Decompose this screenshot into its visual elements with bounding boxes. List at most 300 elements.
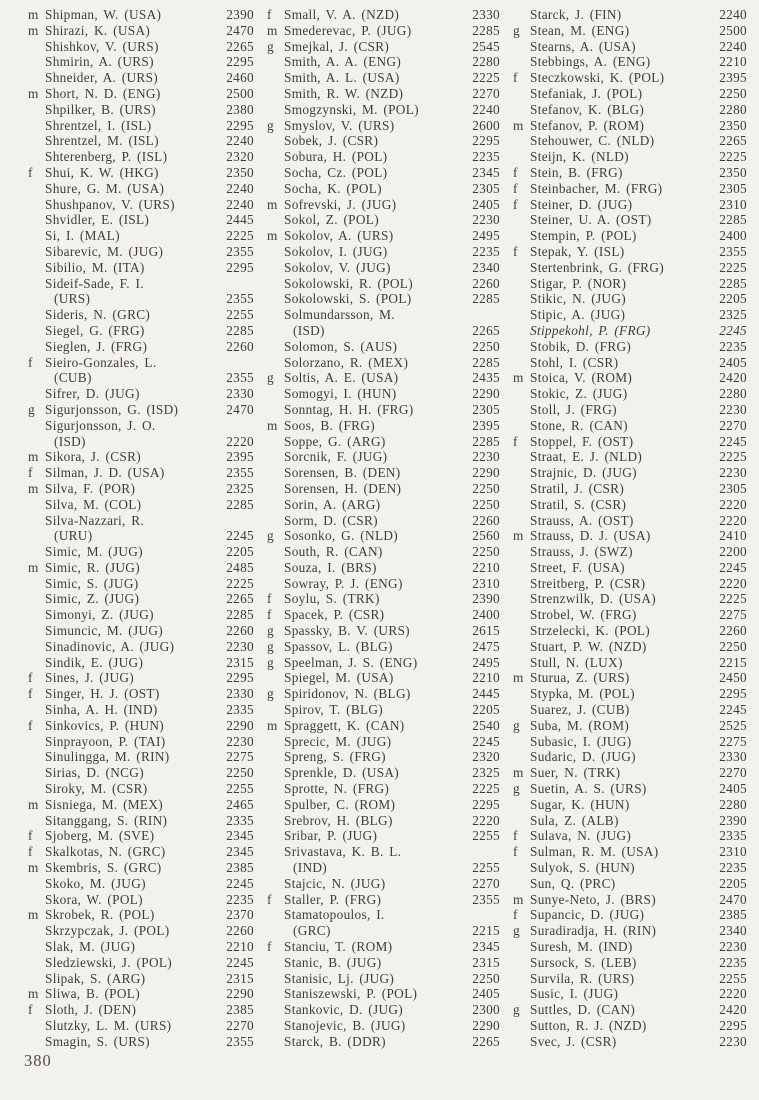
rating-value: 2405 [472,986,500,1002]
rating-value: 2500 [719,22,747,38]
list-item [267,607,500,623]
rating-value: 2325 [226,480,254,496]
player-name: Stypka, M. (POL) [530,686,635,702]
rating-value: 2315 [472,954,500,970]
list-item [513,655,747,671]
player-name: Stoppel, F. (OST) [530,433,634,449]
player-name: Sliwa, B. (POL) [45,986,140,1002]
title-prefix: g [513,923,520,939]
list-item [267,939,500,955]
list-item [267,497,500,513]
rating-value: 2270 [226,1018,254,1033]
list-item [513,70,747,86]
list-item [513,623,747,639]
rating-value: 2240 [719,38,747,54]
list-item [513,986,747,1002]
rating-value: 2345 [226,828,254,844]
list-item [513,118,747,134]
list-item [267,576,500,592]
player-name: Stull, N. (LUX) [530,654,623,670]
list-item [513,102,747,118]
list-item [513,828,747,844]
player-name: Starck, J. (FIN) [530,7,622,22]
player-name: Spiegel, M. (USA) [284,670,394,686]
title-prefix: g [267,686,274,702]
rating-value: 2245 [226,875,254,891]
rating-value: 2335 [226,812,254,828]
player-name: Sirias, D. (NCG) [45,765,144,781]
list-item [28,939,254,955]
rating-value: 2220 [719,496,747,512]
list-item [28,923,254,939]
rating-value: 2255 [472,860,500,876]
list-item [28,955,254,971]
list-item [28,749,254,765]
player-name: Stratil, S. (CSR) [530,496,627,512]
player-name: Stohl, I. (CSR) [530,354,619,370]
player-name: Sokolov, I. (JUG) [284,243,388,259]
player-name: Sorensen, B. (DEN) [284,465,401,481]
rating-value: 2390 [226,7,254,22]
title-prefix: g [267,117,274,133]
rating-value: 2470 [226,22,254,38]
title-prefix: f [28,844,33,860]
rating-value: 2335 [719,828,747,844]
list-item [28,765,254,781]
list-item [267,544,500,560]
rating-value: 2275 [719,733,747,749]
player-name: Sorin, A. (ARG) [284,496,381,512]
rating-value: 2320 [472,749,500,765]
player-name: Speelman, J. S. (ENG) [284,654,418,670]
rating-value: 2285 [226,322,254,338]
player-name: Subasic, I. (JUG) [530,733,632,749]
player-name: Straat, E. J. (NLD) [530,449,643,465]
rating-value: 2270 [472,85,500,101]
title-prefix: f [513,828,518,844]
rating-value: 2255 [226,781,254,797]
rating-value: 2285 [472,22,500,38]
rating-value: 2285 [719,212,747,228]
rating-value: 2265 [472,322,500,338]
list-item [513,481,747,497]
rating-value: 2435 [472,370,500,386]
title-prefix: g [513,1002,520,1018]
rating-value: 2445 [472,686,500,702]
player-federation: (ISD) [293,322,325,338]
title-prefix: f [28,1002,33,1018]
player-name: Stoica, V. (ROM) [530,370,633,386]
rating-value: 2315 [226,654,254,670]
player-name: Somogyi, I. (HUN) [284,386,397,402]
player-name: Simuncic, M. (JUG) [45,623,163,639]
list-item [267,876,500,892]
rating-value: 2205 [719,291,747,307]
player-name: Stamatopoulos, I. [284,907,385,923]
player-name: Stanic, B. (JUG) [284,954,382,970]
list-item [28,418,254,450]
rating-value: 2235 [719,954,747,970]
list-item [267,370,500,386]
list-item [28,307,254,323]
player-name: Stipic, A. (JUG) [530,307,626,323]
list-item [513,639,747,655]
title-prefix: f [267,939,272,955]
rating-value: 2305 [719,180,747,196]
list-item [267,986,500,1002]
list-item [513,212,747,228]
list-item [513,1034,747,1050]
list-item [28,797,254,813]
rating-value: 2390 [719,812,747,828]
list-item [28,1002,254,1018]
list-item [28,986,254,1002]
player-name: Suarez, J. (CUB) [530,702,630,718]
list-item [267,465,500,481]
player-name: Stehouwer, C. (NLD) [530,133,655,149]
rating-value: 2225 [226,575,254,591]
rating-value: 2220 [226,433,254,449]
list-item [267,781,500,797]
list-item [267,844,500,876]
list-item [513,260,747,276]
player-name: Staniszewski, P. (POL) [284,986,418,1002]
rating-value: 2225 [719,449,747,465]
rating-value: 2295 [472,796,500,812]
title-prefix: m [28,7,39,22]
player-name: Sula, Z. (ALB) [530,812,619,828]
list-item [267,339,500,355]
rating-value: 2475 [472,638,500,654]
rating-value: 2280 [719,796,747,812]
list-item [513,876,747,892]
list-item [513,228,747,244]
player-name: Skembris, S. (GRC) [45,860,162,876]
player-name: Strenzwilk, D. (USA) [530,591,656,607]
list-item [28,670,254,686]
rating-value: 2220 [719,512,747,528]
list-item [513,276,747,292]
rating-value: 2355 [226,370,254,386]
rating-value: 2290 [226,717,254,733]
player-name: Sinulingga, M. (RIN) [45,749,170,765]
player-name: Sindik, E. (JUG) [45,654,144,670]
page-number: 380 [24,1051,52,1070]
player-name: Stearns, A. (USA) [530,38,636,54]
list-item [267,639,500,655]
player-name: Si, I. (MAL) [45,228,120,244]
player-name: Steiner, U. A. (OST) [530,212,652,228]
player-name: Strajnic, D. (JUG) [530,465,637,481]
rating-value: 2215 [719,654,747,670]
list-item [267,133,500,149]
rating-value: 2225 [226,228,254,244]
rating-value: 2400 [719,228,747,244]
list-item [28,907,254,923]
list-item [513,291,747,307]
player-name: Spirov, T. (BLG) [284,702,384,718]
rating-value: 2305 [719,480,747,496]
rating-value: 2280 [719,386,747,402]
title-prefix: f [28,354,33,370]
list-item [28,276,254,308]
player-name: Sieiro-Gonzales, L. [45,354,157,370]
rating-value: 2495 [472,654,500,670]
player-name: Singer, H. J. (OST) [45,686,160,702]
list-item [267,434,500,450]
list-item [28,639,254,655]
player-name: Skrzypczak, J. (POL) [45,923,170,939]
player-name: Simic, R. (JUG) [45,559,140,575]
rating-value: 2350 [719,117,747,133]
player-name: Stankovic, D. (JUG) [284,1002,404,1018]
player-name: Sigurjonsson, G. (ISD) [45,401,179,417]
rating-value: 2380 [226,101,254,117]
player-name: Strauss, D. J. (USA) [530,528,651,544]
list-item [267,418,500,434]
player-name: Suttles, D. (CAN) [530,1002,636,1018]
rating-value: 2295 [719,1018,747,1033]
rating-value: 2495 [472,228,500,244]
rating-value: 2355 [719,243,747,259]
rating-value: 2230 [226,638,254,654]
rating-value: 2420 [719,370,747,386]
rating-value: 2330 [226,386,254,402]
player-name: Silva, M. (COL) [45,496,142,512]
rating-value: 2235 [719,338,747,354]
rating-value: 2545 [472,38,500,54]
rating-value: 2265 [719,133,747,149]
player-name: Soos, B. (FRG) [284,417,375,433]
rating-value: 2525 [719,717,747,733]
player-name: Sulman, R. M. (USA) [530,844,659,860]
player-name: Sorm, D. (CSR) [284,512,378,528]
list-item [28,544,254,560]
title-prefix: m [513,528,524,544]
player-name: Sobura, H. (POL) [284,149,388,165]
list-item [28,734,254,750]
list-item [28,39,254,55]
player-name: Sokol, Z. (POL) [284,212,379,228]
player-name: Sieglen, J. (FRG) [45,338,148,354]
player-name: Sikora, J. (CSR) [45,449,141,465]
title-prefix: f [267,7,272,22]
list-item [267,86,500,102]
player-name: Sprecic, M. (JUG) [284,733,392,749]
player-name: Socha, Cz. (POL) [284,164,388,180]
rating-value: 2315 [226,970,254,986]
player-name: Stikic, N. (JUG) [530,291,626,307]
title-prefix: g [267,654,274,670]
rating-value: 2600 [472,117,500,133]
rating-value: 2220 [719,986,747,1002]
rating-value: 2275 [226,749,254,765]
list-item [28,165,254,181]
player-name: Strauss, J. (SWZ) [530,544,633,560]
list-item [267,386,500,402]
rating-value: 2250 [719,85,747,101]
list-item [267,670,500,686]
rating-value: 2445 [226,212,254,228]
rating-value: 2250 [472,338,500,354]
list-item [513,813,747,829]
rating-value: 2215 [472,923,500,939]
list-item [28,655,254,671]
title-prefix: m [28,22,39,38]
player-name: Smyslov, V. (URS) [284,117,395,133]
list-item [28,339,254,355]
rating-value: 2265 [472,1033,500,1049]
player-name: Simonyi, Z. (JUG) [45,607,154,623]
rating-value: 2205 [719,875,747,891]
list-item [28,781,254,797]
player-name: Strauss, A. (OST) [530,512,634,528]
title-prefix: f [28,828,33,844]
player-name: Stoll, J. (FRG) [530,401,617,417]
list-item [267,181,500,197]
rating-value: 2205 [226,544,254,560]
list-item [513,197,747,213]
rating-value: 2330 [226,686,254,702]
list-item [513,323,747,339]
list-item [513,860,747,876]
rating-value: 2325 [472,765,500,781]
title-prefix: m [513,670,524,686]
rating-value: 2275 [719,607,747,623]
list-item [267,70,500,86]
list-item [28,860,254,876]
player-name: Stuart, P. W. (NZD) [530,638,647,654]
list-item [513,370,747,386]
list-item [513,560,747,576]
player-name: Stertenbrink, G. (FRG) [530,259,664,275]
rating-value: 2330 [472,7,500,22]
player-name: Sinha, A. H. (IND) [45,702,158,718]
player-name: Siroky, M. (CSR) [45,781,148,797]
list-item [28,718,254,734]
player-name: South, R. (CAN) [284,544,383,560]
list-item [513,307,747,323]
player-name: Shui, K. W. (HKG) [45,164,159,180]
title-prefix: m [513,891,524,907]
list-item [28,86,254,102]
player-name: Shipman, W. (USA) [45,7,162,22]
player-name: Sulyok, S. (HUN) [530,860,635,876]
list-item [267,291,500,307]
list-item [267,228,500,244]
rating-value: 2280 [719,101,747,117]
list-item [267,355,500,371]
rating-value: 2395 [719,70,747,86]
player-name: Suer, N. (TRK) [530,765,621,781]
player-name: Starck, B. (DDR) [284,1033,386,1049]
list-item [513,892,747,908]
rating-value: 2270 [719,417,747,433]
player-name: Sturua, Z. (URS) [530,670,630,686]
rating-value: 2305 [472,401,500,417]
player-name: Sideif-Sade, F. I. [45,275,144,291]
title-prefix: g [513,717,520,733]
rating-value: 2350 [719,164,747,180]
player-name: Stigar, P. (NOR) [530,275,627,291]
player-name: Stempin, P. (POL) [530,228,637,244]
player-name: Stanciu, T. (ROM) [284,939,393,955]
rating-value: 2220 [472,812,500,828]
player-name: Sines, J. (JUG) [45,670,135,686]
rating-value: 2290 [472,465,500,481]
rating-value: 2420 [719,1002,747,1018]
list-item [267,54,500,70]
player-name: Supancic, D. (JUG) [530,907,645,923]
rating-value: 2405 [719,354,747,370]
list-item [513,1018,747,1034]
player-name: Short, N. D. (ENG) [45,85,161,101]
rating-value: 2265 [226,591,254,607]
rating-value: 2540 [472,717,500,733]
rating-value: 2355 [472,891,500,907]
player-name: Sursock, S. (LEB) [530,954,637,970]
list-item [28,70,254,86]
rating-value: 2560 [472,528,500,544]
list-item [28,497,254,513]
title-prefix: f [28,717,33,733]
rating-value: 2325 [719,307,747,323]
rating-value: 2260 [226,923,254,939]
player-name: Solomon, S. (AUS) [284,338,398,354]
rating-value: 2290 [472,1018,500,1033]
player-name: Shure, G. M. (USA) [45,180,165,196]
rating-value: 2355 [226,291,254,307]
player-name: Spraggett, K. (CAN) [284,717,405,733]
list-item [267,734,500,750]
rating-value: 2250 [719,638,747,654]
title-prefix: f [513,243,518,259]
rating-value: 2405 [719,781,747,797]
list-item [267,797,500,813]
rating-value: 2345 [226,844,254,860]
list-item [267,165,500,181]
list-item [267,765,500,781]
list-item [513,797,747,813]
list-item [28,513,254,545]
rating-value: 2260 [719,623,747,639]
list-item [513,734,747,750]
list-item [267,212,500,228]
player-name: Soylu, S. (TRK) [284,591,380,607]
list-item [513,149,747,165]
player-name: Stippekohl, P. (FRG) [530,322,651,338]
title-prefix: m [513,765,524,781]
player-federation: (GRC) [293,923,331,939]
rating-column-2 [267,7,500,1050]
list-item [513,749,747,765]
list-item [513,181,747,197]
player-name: Soltis, A. E. (USA) [284,370,399,386]
list-item [267,686,500,702]
player-name: Socha, K. (POL) [284,180,382,196]
player-name: Shushpanov, V. (URS) [45,196,175,212]
list-item [28,23,254,39]
player-name: Solorzano, R. (MEX) [284,354,409,370]
rating-value: 2235 [472,149,500,165]
rating-value: 2290 [472,386,500,402]
rating-value: 2355 [226,1033,254,1049]
list-item [513,1002,747,1018]
rating-value: 2210 [472,670,500,686]
list-item [513,355,747,371]
list-item [28,702,254,718]
list-item [28,1034,254,1050]
